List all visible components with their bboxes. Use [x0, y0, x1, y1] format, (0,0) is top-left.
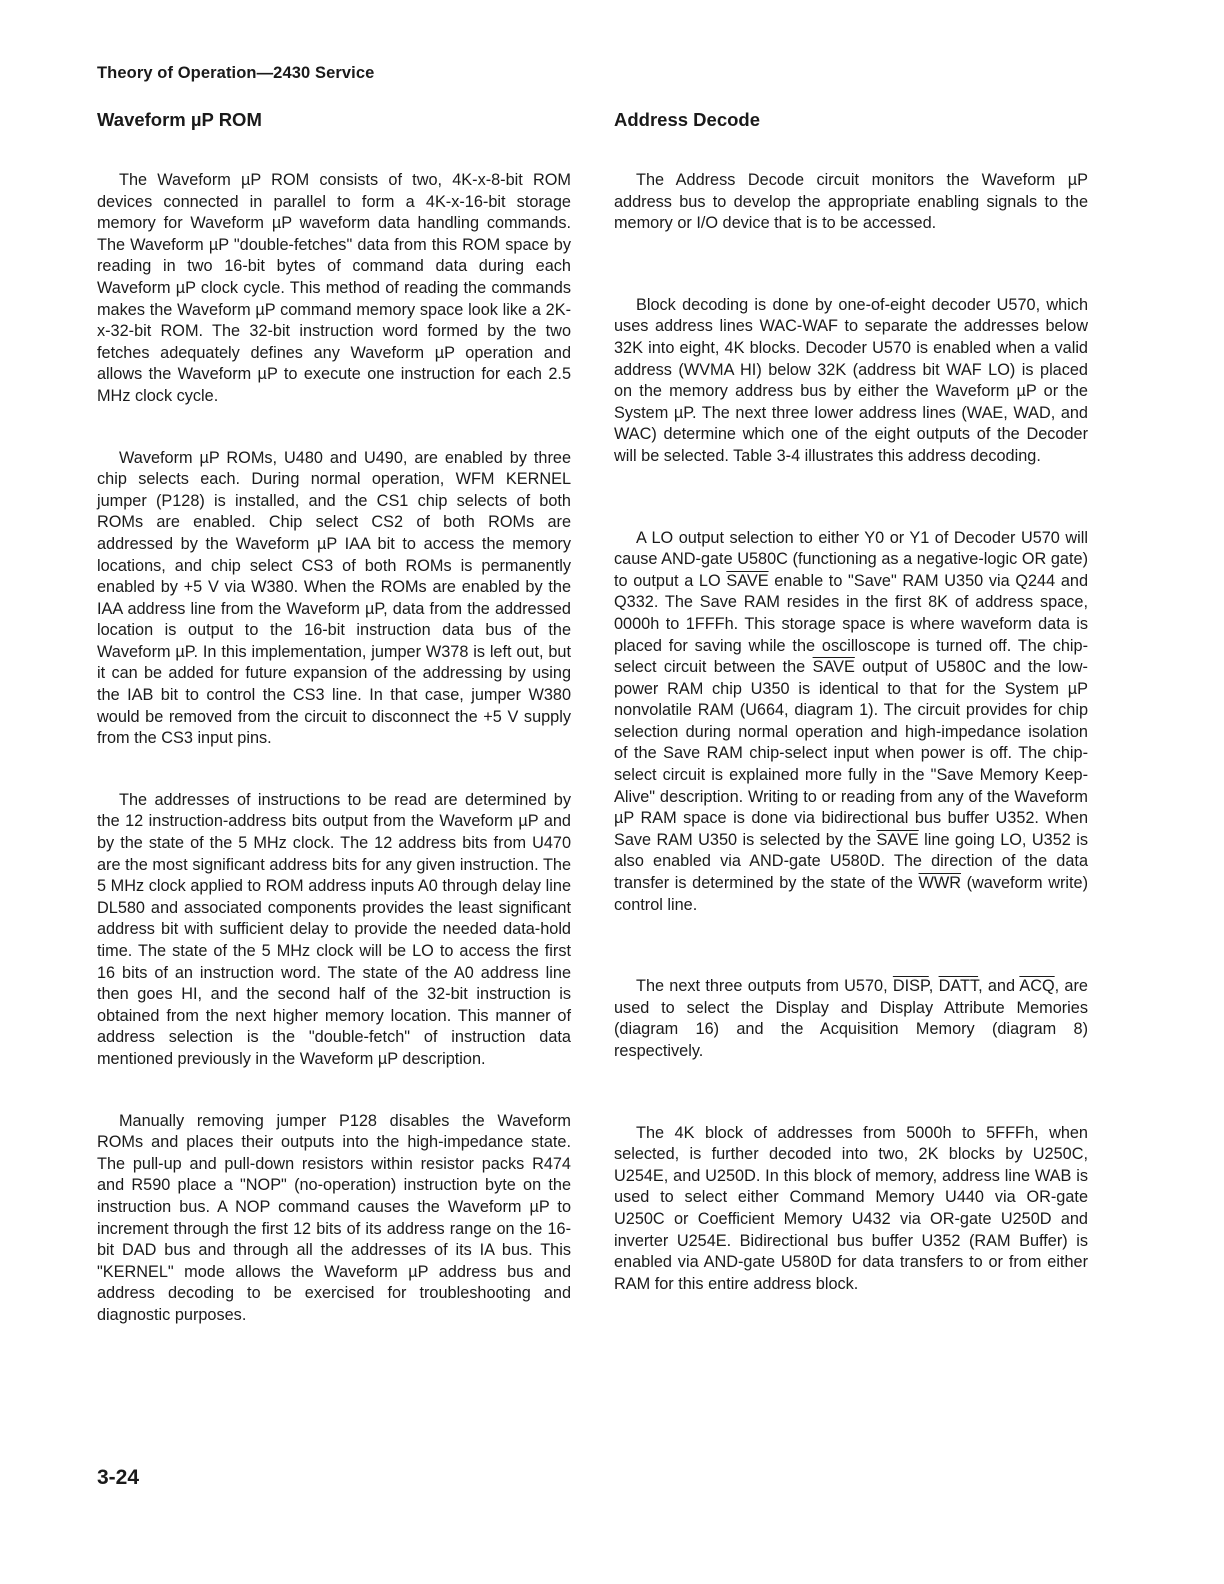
paragraph-kernel-mode: Manually removing jumper P128 disables the Waveform ROMs and places their outputs into the high-impedance state. The pull-up and pull-down resistors within resistor packs R474 and R590 place a "NOP" (no-operation) instruction byte on the instruction bus. A NOP command causes the Waveform µP to increment through the first 12 bits of its address range on the 16-bit DAD bus and through all the addresses of its IA bus. This "KERNEL" mode allows the Waveform µP address bus and address decoding to be exercised for troubleshooting and diagnostic purposes. — [97, 1111, 571, 1324]
wwr-signal: $\overline{WWR}$ — [918, 874, 962, 893]
paragraph-instruction-addresses: The addresses of instructions to be read are determined by the 12 instruction-address bits output from the Waveform µP and by the state of the 5 MHz clock. The 12 address bits from U470 are the most significant address bits for any given instruction. The 5 MHz clock applied to ROM address inputs A0 through delay line DL580 and associated components provides the least significant address bit with sufficient delay to provide the needed data-hold time. The state of the 5 MHz clock will be LO to access the first 16 bits of an instruction word. The state of the A0 address line then goes HI, and the second half of the 32-bit instruction is obtained from the next higher memory location. This manner of address selection is the "double-fetch" of instruction data mentioned previously in the Waveform µP description. — [97, 790, 571, 1068]
paragraph-5000h-block: The 4K block of addresses from 5000h to 5FFFh, when selected, is further decoded into two, 2K blocks by U250C, U254E, and U250D. In this block of memory, address line WAB is used to select either Command Memory U440 via OR-gate U250C or Coefficient Memory U432 via OR-gate U250D and inverter U254E. Bidirectional bus buffer U352 (RAM Buffer) is enabled via AND-gate U580D for data transfers to or from either RAM for this entire address block. — [614, 1123, 1088, 1293]
right-column — [614, 108, 1088, 1295]
paragraph-rom-overview: The Waveform µP ROM consists of two, 4K-x-8-bit ROM devices connected in parallel to form a 4K-x-16-bit storage memory for Waveform µP waveform data handling commands. The Waveform µP "double-fetches" data from this ROM space by reading in two 16-bit bytes of command data during each Waveform µP clock cycle. This method of reading the commands makes the Waveform µP command memory space look like a 2K-x-32-bit ROM. The 32-bit instruction word formed by the two fetches adequately defines any Waveform µP operation and allows the Waveform µP to execute one instruction for each 2.5 MHz clock cycle. — [97, 171, 571, 405]
save-signal: SAVE — [726, 571, 769, 590]
paragraph-rom-chip-selects: Waveform µP ROMs, U480 and U490, are enabled by three chip selects each. During normal operation, WFM KERNEL jumper (P128) is installed, and the CS1 chip selects of both ROMs are enabled. Chip select CS2 of both ROMs are addressed by the Waveform µP IAA bit to access the memory locations, and chip select CS3 of both ROMs is permanently enabled by +5 V via W380. When the ROMs are enabled by the IAA address line from the Waveform µP, data from the addressed location is output to the 16-bit instruction data bus of the Waveform µP. In this implementation, jumper W378 is left out, but it can be added for future expansion of the addressing by using the IAB bit to control the CS3 line. In that case, jumper W380 would be removed from the circuit to disconnect the +5 V supply from the CS3 input pins. — [97, 448, 571, 748]
save-signal: SAVE — [812, 658, 855, 677]
section-heading-waveform-rom: Waveform µP ROM — [97, 109, 262, 130]
section-heading-address-decode: Address Decode — [614, 109, 760, 130]
datt-signal: DATT — [938, 977, 979, 996]
left-column — [97, 108, 571, 1327]
disp-signal: DISP — [892, 977, 929, 996]
paragraph-display-memories: The next three outputs from U570, DISP, DATT, and $\overline{ACQ}$, are used to select the Display and Display Attribute Memories (diagram 16) and the Acquisition Memory (diagram 8) respectively. — [614, 977, 1088, 1060]
paragraph-address-decode-intro: The Address Decode circuit monitors the Waveform µP address bus to develop the appropriate enabling signals to the memory or I/O device that is to be accessed. — [614, 171, 1088, 233]
paragraph-block-decoding: Block decoding is done by one-of-eight decoder U570, which uses address lines WAC-WAF to separate the addresses below 32K into eight, 4K blocks. Decoder U570 is enabled when a valid address (WVMA HI) below 32K (address bit WAF LO) is placed on the memory address bus by either the Waveform µP or the System µP. The next three lower address lines (WAE, WAD, and WAC) determine which one of the eight outputs of the Decoder will be selected. Table 3-4 illustrates this address decoding. — [614, 295, 1088, 465]
paragraph-save-ram: A LO output selection to either Y0 or Y1 of Decoder U570 will cause AND-gate U580C (functioning as a negative-logic OR gate) to output a LO SAVE enable to "Save" RAM U350 via Q244 and Q332. The Save RAM resides in the first 8K of address space, 0000h to 1FFFh. This storage space is where waveform data is placed for saving while the oscilloscope is turned off. The chip-select circuit between the SAVE output of U580C and the low-power RAM chip U350 is identical to that for the System µP nonvolatile RAM (U664, diagram 1). The circuit provides for chip selection during normal operation and high-impedance isolation of the Save RAM chip-select input when power is off. The chip-select circuit is explained more fully in the "Save Memory Keep-Alive" description. Writing to or reading from any of the Waveform µP RAM space is done via bidirectional bus buffer U352. When Save RAM U350 is selected by the SAVE line going LO, U352 is also enabled via AND-gate U580D. The direction of the data transfer is determined by the state of the $\overline{WWR}$ (waveform write) control line. — [614, 528, 1089, 914]
running-head: Theory of Operation—2430 Service — [97, 64, 375, 82]
save-signal: SAVE — [876, 830, 919, 849]
acq-signal: $\overline{ACQ}$ — [1019, 977, 1055, 996]
page-number: 3-24 — [97, 1466, 140, 1489]
